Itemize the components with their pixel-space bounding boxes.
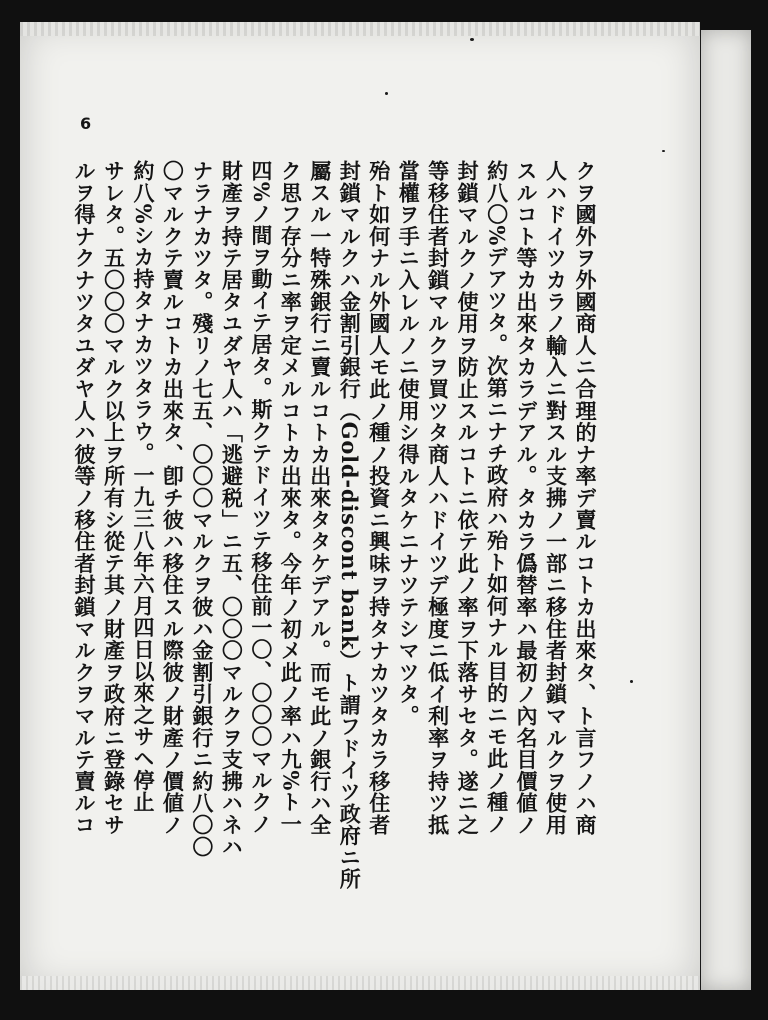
text-column: 人ハドイツカラノ輸入ニ對スル支拂ノ一部ニ移住者封鎖マルクヲ使用 xyxy=(543,160,569,836)
scan-speck xyxy=(630,680,633,683)
scan-noise-top xyxy=(20,22,700,36)
text-column: クヲ國外ヲ外國商人ニ合理的ナ率デ賣ルコトカ出來タ、ト言フノハ商 xyxy=(572,160,598,836)
scan-noise-bottom xyxy=(20,976,700,990)
vertical-text-block xyxy=(70,160,600,950)
scan-speck xyxy=(662,150,665,152)
text-column: 當權ヲ手ニ入レルノニ使用シ得ルタケニナツテシマツタ。 xyxy=(396,160,422,727)
text-column: 約八〇%デアツタ。次第ニナチ政府ハ殆ト如何ナル目的ニモ此ノ種ノ xyxy=(484,160,510,835)
text-column: サレタ。五〇〇〇マルク以上ヲ所有シ從テ其ノ財產ヲ政府ニ登錄セサ xyxy=(101,160,127,836)
text-column: 四%ノ間ヲ動イテ居タ。斯クテドイツテ移住前一〇、〇〇〇マルクノ xyxy=(248,160,274,835)
text-column: 財產ヲ持テ居タユダヤ人ハ「逃避税」ニ五、〇〇〇マルクヲ支拂ハネハ xyxy=(219,160,245,858)
scan-speck xyxy=(385,92,388,95)
text-column: 等移住者封鎖マルクヲ買ツタ商人ハドイツデ極度ニ低イ利率ヲ持ツ抵 xyxy=(425,160,451,836)
text-column: 封鎖マルクノ使用ヲ防止スルコトニ依テ此ノ率ヲ下落サセタ。遂ニ之 xyxy=(455,160,481,836)
text-column: 封鎖マルクハ金割引銀行（Gold-discont bank）ト謂フドイツ政府ニ所 xyxy=(337,160,363,890)
text-column: ナラナカツタ。殘リノ七五、〇〇〇マルクヲ彼ハ金割引銀行ニ約八〇〇 xyxy=(189,160,215,858)
text-column: 約八%シカ持タナカツタラウ。一九三八年六月四日以來之サヘ停止 xyxy=(130,160,156,813)
text-column: ク思フ存分ニ率ヲ定メルコトカ出來タ。今年ノ初メ此ノ率ハ九%ト一 xyxy=(278,160,304,835)
adjacent-page-edge xyxy=(698,30,751,990)
text-column: 屬スル一特殊銀行ニ賣ルコトカ出來タタケデアル。而モ此ノ銀行ハ全 xyxy=(307,160,333,836)
text-column: 殆ト如何ナル外國人モ此ノ種ノ投資ニ興味ヲ持タナカツタカラ移住者 xyxy=(366,160,392,836)
text-column: ルヲ得ナクナツタユダヤ人ハ彼等ノ移住者封鎖マルクヲマルテ賣ルコ xyxy=(72,160,97,836)
page-number: 6 xyxy=(80,114,92,133)
text-column: スルコト等カ出來タカラデアル。タカラ僞替率ハ最初ノ內名目價値ノ xyxy=(514,160,540,836)
scan-speck xyxy=(470,38,474,41)
text-column: 〇マルクテ賣ルコトカ出來タ、卽チ彼ハ移住スル際彼ノ財產ノ價値ノ xyxy=(160,160,186,836)
